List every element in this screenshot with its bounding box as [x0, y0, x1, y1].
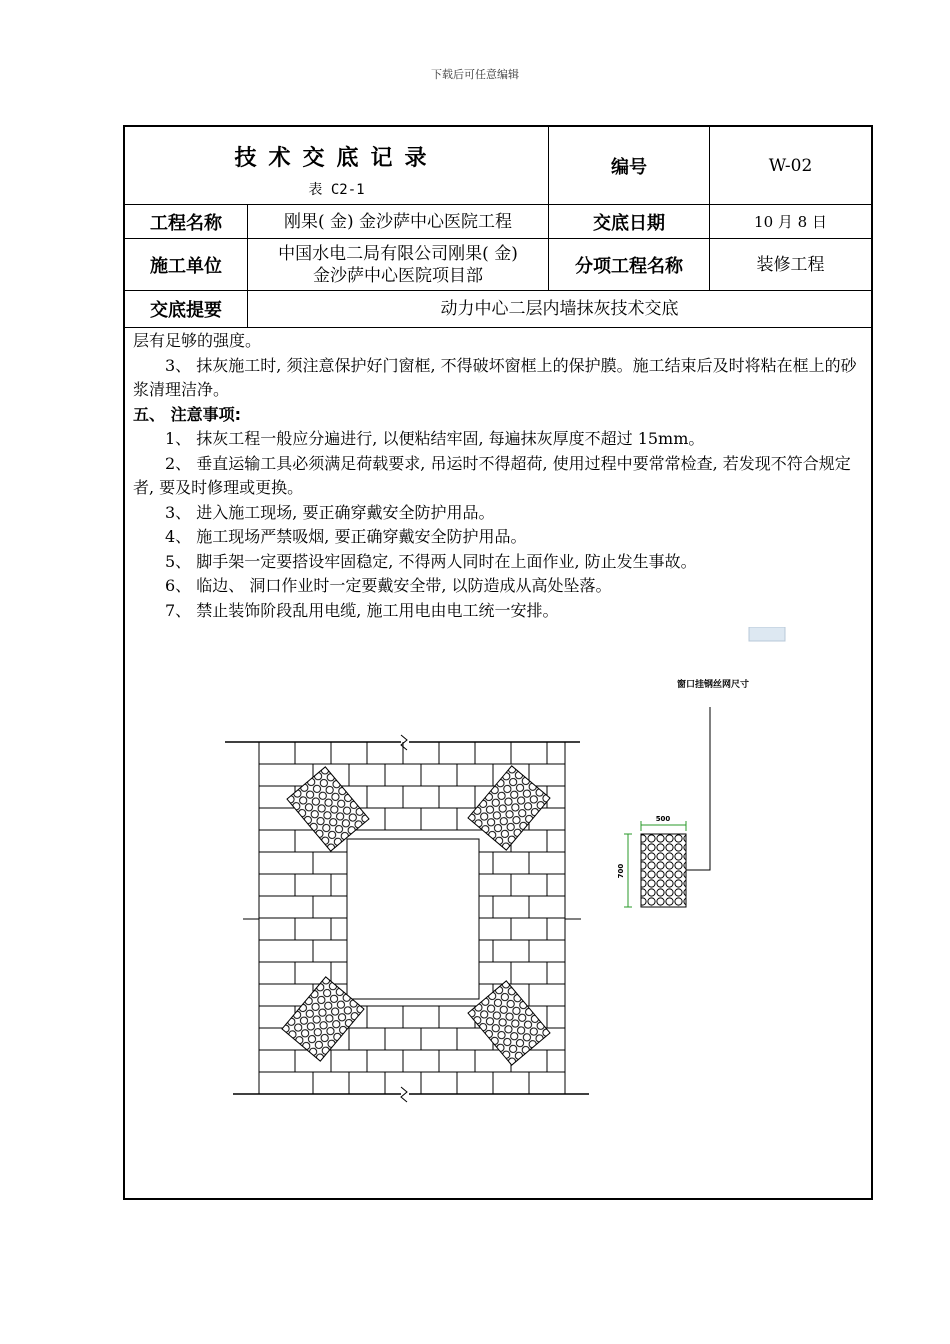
subproject-label: 分项工程名称: [549, 239, 710, 290]
title-cell: [125, 127, 549, 204]
number-value: W-02: [768, 155, 813, 176]
image-tab-mark: [749, 627, 785, 641]
note-item: 2、 垂直运输工具必须满足荷载要求, 吊运时不得超荷, 使用过程中要常常检查, 若发现不符合规定者, 要及时修理或更换。: [133, 453, 851, 497]
section-heading: 五、 注意事项:: [133, 404, 241, 424]
briefing-body: [133, 329, 865, 623]
project-name-label: 工程名称: [125, 205, 248, 238]
dim-height-label: 700: [617, 863, 625, 879]
summary-value: 动力中心二层内墙抹灰技术交底: [440, 299, 679, 319]
title-row: [125, 127, 871, 205]
note-item: 6、 临边、 洞口作业时一定要戴安全带, 以防造成从高处坠落。: [165, 576, 612, 595]
summary-label: 交底提要: [125, 291, 248, 327]
form-number: 表 C2-1: [308, 182, 365, 198]
contractor-line-1: 中国水电二局有限公司刚果( 金): [278, 243, 518, 264]
contractor-row: [125, 239, 871, 291]
contractor-line-2: 金沙萨中心医院项目部: [313, 265, 483, 286]
tech-briefing-form: [123, 125, 873, 1200]
subproject-value: 装修工程: [756, 254, 825, 275]
body-line-1: 层有足够的强度。: [133, 331, 262, 350]
callout-label: 窗口挂钢丝网尺寸: [677, 680, 750, 690]
header-note: 下载后可任意编辑: [431, 68, 519, 81]
date-value: 10 月 8 日: [754, 212, 827, 231]
body-item-3: 3、 抹灰施工时, 须注意保护好门窗框, 不得破坏窗框上的保护膜。施工结束后及时将粘在框上的砂浆清理洁净。: [133, 355, 857, 399]
note-item: 4、 施工现场严禁吸烟, 要正确穿戴安全防护用品。: [165, 527, 527, 546]
wire-mesh-drawing: [125, 627, 871, 1127]
note-item: 7、 禁止装饰阶段乱用电缆, 施工用电由电工统一安排。: [165, 600, 559, 620]
corner-mesh-top-right: [468, 766, 550, 850]
corner-mesh-top-left: [287, 767, 369, 851]
note-item: 5、 脚手架一定要搭设牢固稳定, 不得两人同时在上面作业, 防止发生事故。: [165, 551, 697, 571]
note-item: 1、 抹灰工程一般应分遍进行, 以便粘结牢固, 每遍抹灰厚度不超过 15mm。: [165, 429, 705, 448]
date-label: 交底日期: [549, 205, 710, 238]
contractor-value: [248, 239, 549, 290]
dim-width-label: 500: [655, 815, 671, 823]
form-title: 技术交底记录: [234, 146, 439, 171]
project-row: [125, 205, 871, 239]
project-name-value: 刚果( 金) 金沙萨中心医院工程: [248, 205, 549, 238]
callout-leader: [686, 707, 710, 870]
summary-row: [125, 291, 871, 328]
contractor-label: 施工单位: [125, 239, 248, 290]
mesh-size-detail: [617, 678, 749, 907]
mesh-sample: [641, 834, 686, 907]
number-label: 编号: [549, 127, 710, 204]
corner-mesh-bottom-right: [468, 981, 550, 1065]
note-item: 3、 进入施工现场, 要正确穿戴安全防护用品。: [165, 502, 495, 522]
